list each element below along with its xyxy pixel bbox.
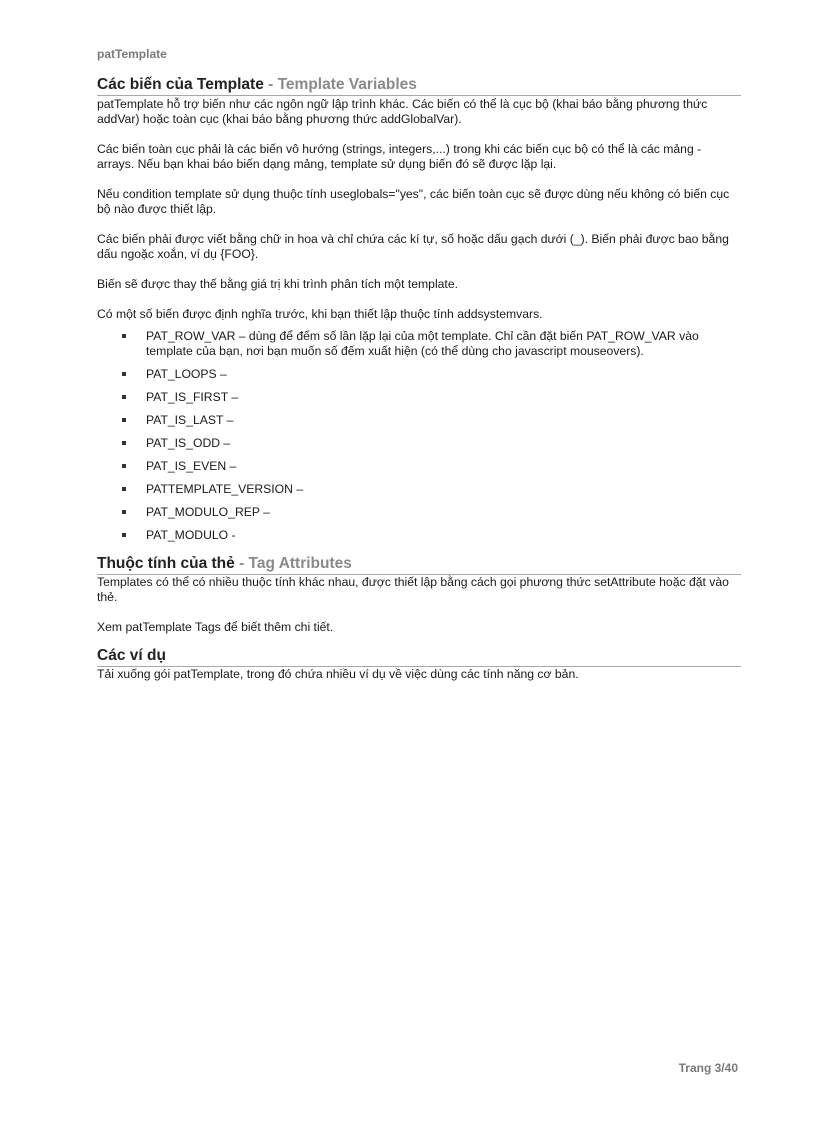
list-item: PAT_IS_EVEN –: [146, 459, 741, 474]
running-header: patTemplate: [97, 47, 167, 61]
paragraph: Tải xuống gói patTemplate, trong đó chứa nhiều ví dụ về việc dùng các tính năng cơ bản.: [97, 667, 579, 681]
paragraph: Các biến toàn cục phải là các biến vô hướng (strings, integers,...) trong khi các biến cục bộ có thể là các mảng - arrays. Nếu bạn khai báo biến dạng mảng, template sử dụng biến đó sẽ được lặp lại.: [97, 142, 702, 171]
paragraph: Nếu condition template sử dụng thuộc tính useglobals="yes", các biến toàn cục sẽ được dùng nếu không có biến cục bộ nào được thiết lập.: [97, 187, 730, 216]
list-item: PAT_IS_LAST –: [146, 413, 741, 428]
heading-title: Các ví dụ: [97, 647, 166, 664]
heading-subtitle: - Tag Attributes: [239, 555, 352, 572]
heading-title: Các biến của Template: [97, 76, 264, 93]
list-item: PAT_IS_FIRST –: [146, 390, 741, 405]
section-tag-attributes: [97, 555, 741, 635]
paragraph: Templates có thể có nhiều thuộc tính khác nhau, được thiết lập bằng cách gọi phương thức setAttribute hoặc đặt vào thẻ.: [97, 575, 729, 604]
section-heading: [97, 647, 741, 667]
list-item: PATTEMPLATE_VERSION –: [146, 482, 741, 497]
section-heading: [97, 76, 741, 96]
predefined-variables-list: [97, 329, 741, 543]
paragraph: Có một số biến được định nghĩa trước, khi bạn thiết lập thuộc tính addsystemvars.: [97, 307, 543, 321]
section-template-variables: [97, 76, 741, 543]
paragraph: Biến sẽ được thay thế bằng giá trị khi trình phân tích một template.: [97, 277, 458, 291]
list-item: PAT_IS_ODD –: [146, 436, 741, 451]
section-examples: [97, 647, 741, 682]
heading-subtitle: - Template Variables: [268, 76, 417, 93]
paragraph: Xem patTemplate Tags để biết thêm chi tiết.: [97, 620, 334, 634]
paragraph: patTemplate hỗ trợ biến như các ngôn ngữ lập trình khác. Các biến có thể là cục bộ (khai báo bằng phương thức addVar) hoặc toàn cục (khai báo bằng phương thức addGlobalVar).: [97, 97, 708, 126]
page-number: Trang 3/40: [678, 1061, 738, 1075]
heading-title: Thuộc tính của thẻ: [97, 555, 235, 572]
list-item: PAT_ROW_VAR – dùng để đếm số lần lặp lại của một template. Chỉ cần đặt biến PAT_ROW_VAR vào template của bạn, nơi bạn muốn số đếm xuất hiện (có thể dùng cho javascript mouseovers).: [146, 329, 741, 359]
section-heading: [97, 555, 741, 575]
list-item: PAT_MODULO -: [146, 528, 741, 543]
list-item: PAT_LOOPS –: [146, 367, 741, 382]
paragraph: Các biến phải được viết bằng chữ in hoa và chỉ chứa các kí tự, số hoặc dấu gạch dưới (_). Biến phải được bao bằng dấu ngoặc xoắn, ví dụ {FOO}.: [97, 232, 729, 261]
list-item: PAT_MODULO_REP –: [146, 505, 741, 520]
document-body: [97, 76, 741, 682]
